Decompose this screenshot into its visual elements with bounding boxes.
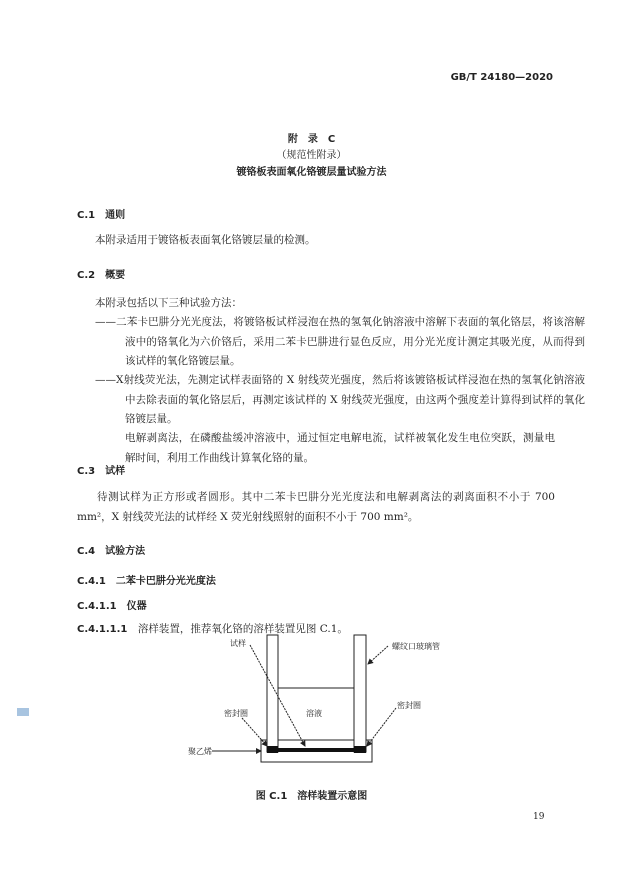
c1-text: 本附录适用于镀铬板表面氧化铬镀层量的检测。 xyxy=(95,234,316,246)
c2-intro: 本附录包括以下三种试验方法： xyxy=(95,297,242,309)
section-heading-c41: C.4.1 二苯卡巴肼分光光度法 xyxy=(77,576,216,587)
section-heading-c1: C.1 通则 xyxy=(77,210,126,221)
section-heading-c411: C.4.1.1 仪器 xyxy=(77,601,147,612)
sample-plate xyxy=(267,748,366,752)
label-sample: 试样 xyxy=(230,639,246,648)
label-seal-left: 密封圈 xyxy=(224,709,248,718)
seal-right xyxy=(354,746,366,753)
section-heading-c2: C.2 概要 xyxy=(77,270,126,281)
section-heading-c4: C.4 试验方法 xyxy=(77,546,146,557)
section-heading-c3: C.3 试样 xyxy=(77,466,126,477)
right-tube-wall xyxy=(354,635,366,752)
c2-method-3: 电解剥离法，在磷酸盐缓冲溶液中，通过恒定电解电流，试样被氧化发生电位突跃，测量电解时间，利用工作曲线计算氧化铬的量。 xyxy=(125,432,555,464)
label-seal-right: 密封圈 xyxy=(397,701,421,710)
label-base: 聚乙烯 xyxy=(188,747,212,756)
seal-left xyxy=(267,746,278,753)
annex-title: 附 录 C xyxy=(287,134,336,145)
standard-number: GB/T 24180—2020 xyxy=(450,72,553,83)
c2-method-2: ——X射线荧光法，先测定试样表面铬的 X 射线荧光强度，然后将该镀铬板试样浸泡在热的氢氧化钠溶液中去除表面的氧化铬层后，再测定该试样的 X 射线荧光强度，由这两个强度差计算得到试样的氧化铬镀层量。 xyxy=(95,374,585,425)
annex-name: 镀铬板表面氧化铬镀层量试验方法 xyxy=(236,167,387,178)
figure-caption: 图 C.1 溶样装置示意图 xyxy=(255,791,368,802)
annex-type: （规范性附录） xyxy=(276,150,347,161)
page-number: 19 xyxy=(533,812,545,822)
c2-method-1: ——二苯卡巴肼分光光度法，将镀铬板试样浸泡在热的氢氧化钠溶液中溶解下表面的氧化铬层，将该溶解液中的铬氧化为六价铬后，采用二苯卡巴肼进行显色反应，用分光光度计测定其吸光度，从而得到该试样的氧化铬镀层量。 xyxy=(95,316,585,367)
label-tube: 螺纹口玻璃管 xyxy=(392,642,440,651)
c4111-paragraph: C.4.1.1.1 溶样装置，推荐氧化铬的溶样装置见图 C.1。 xyxy=(77,623,348,635)
c3-text: 待测试样为正方形或者圆形。其中二苯卡巴肼分光光度法和电解剥离法的剥离面积不小于 700 mm²，X 射线荧光法的试样经 X 荧光射线照射的面积不小于 700 mm²。 xyxy=(77,491,555,523)
label-solution: 溶液 xyxy=(306,709,322,718)
